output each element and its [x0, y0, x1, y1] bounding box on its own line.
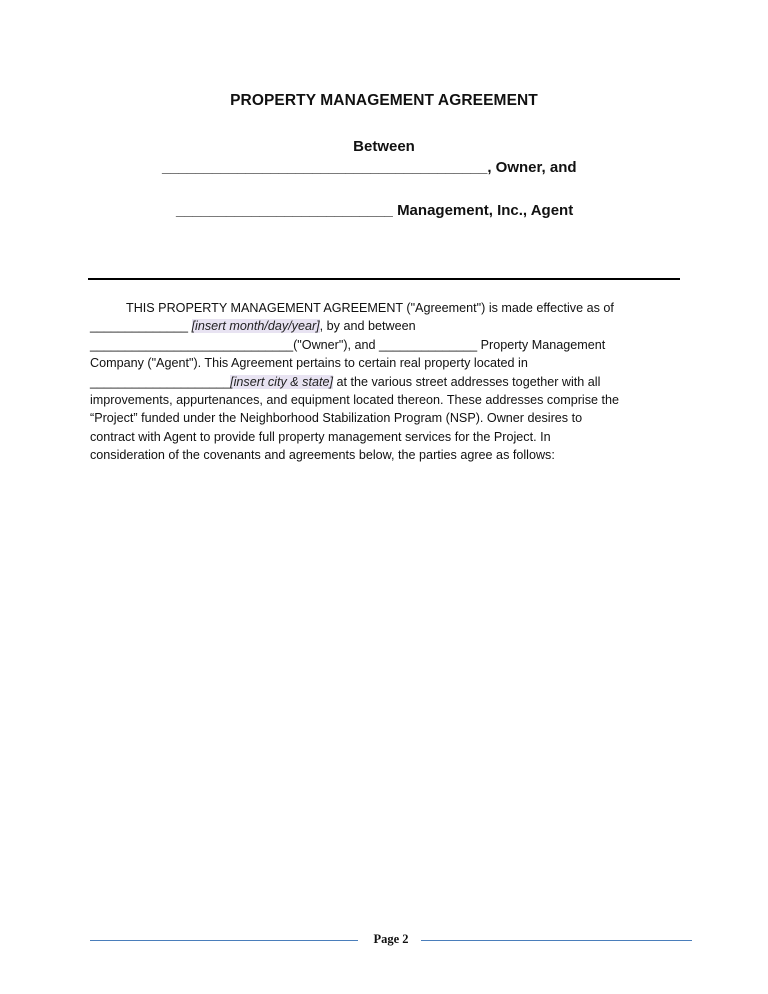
agreement-paragraph: [90, 299, 680, 465]
paragraph-line: consideration of the covenants and agreements below, the parties agree as follows:: [90, 448, 555, 463]
paragraph-line: [90, 317, 680, 335]
footer-rule-right: [421, 940, 692, 941]
paragraph-line: improvements, appurtenances, and equipment located thereon. These addresses comprise the: [90, 393, 620, 408]
paragraph-line: _____________________________("Owner"), and ______________ Property Management: [90, 337, 606, 352]
footer-rule-left: [90, 940, 358, 941]
page-number: Page 2: [373, 932, 409, 946]
city-state-field[interactable]: [insert city & state]: [230, 374, 333, 389]
paragraph-text: , by and between: [319, 319, 416, 334]
paragraph-line: THIS PROPERTY MANAGEMENT AGREEMENT ("Agreement") is made effective as of: [126, 301, 614, 315]
agent-line: __________________________ Management, Inc., Agent: [176, 202, 574, 219]
location-blank: ____________________: [90, 374, 231, 389]
paragraph-text: at the various street addresses together with all: [332, 374, 601, 389]
paragraph-line: contract with Agent to provide full property management services for the Project. In: [90, 429, 551, 444]
paragraph-line: Company ("Agent"). This Agreement pertains to certain real property located in: [90, 356, 528, 371]
owner-line: _______________________________________, Owner, and: [162, 159, 577, 176]
document-title: PROPERTY MANAGEMENT AGREEMENT: [230, 92, 538, 109]
date-field[interactable]: [insert month/day/year]: [191, 319, 320, 334]
paragraph-line: “Project” funded under the Neighborhood Stabilization Program (NSP). Owner desires to: [90, 411, 583, 426]
page-footer: [90, 930, 692, 952]
between-label: Between: [353, 138, 415, 155]
heading-divider: [88, 278, 680, 280]
paragraph-line: [90, 373, 680, 391]
date-blank: ______________: [90, 319, 192, 334]
